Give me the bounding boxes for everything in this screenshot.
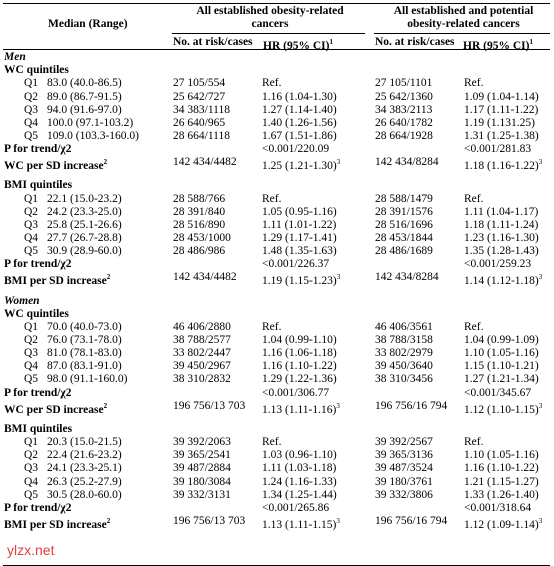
quintile-label: Q4 bbox=[24, 232, 39, 244]
per-sd-row bbox=[0, 271, 554, 288]
header-bottom-rule bbox=[3, 49, 550, 50]
subsection-header bbox=[0, 423, 554, 436]
subsection-label: BMI quintiles bbox=[4, 179, 73, 192]
hazard-ratio-2: Ref. bbox=[464, 436, 484, 448]
footnote-marker: 2 bbox=[103, 401, 108, 410]
hazard-ratio-1: 1.11 (1.03-1.18) bbox=[262, 462, 337, 475]
per-sd-label bbox=[4, 515, 110, 532]
at-risk-cases-2: 38 788/3158 bbox=[375, 334, 433, 346]
hazard-ratio-2: Ref. bbox=[464, 320, 484, 333]
median-range: 20.3 (15.0-21.5) bbox=[47, 436, 122, 448]
per-sd-label bbox=[4, 400, 107, 417]
trend-value-2: <0.001/318.64 bbox=[464, 501, 532, 514]
hazard-ratio-1: 1.40 (1.26-1.56) bbox=[262, 116, 337, 129]
quintile-label: Q3 bbox=[24, 347, 39, 360]
at-risk-cases-2: 46 406/3561 bbox=[375, 320, 433, 333]
at-risk-cases-2: 26 640/1782 bbox=[375, 116, 433, 129]
footnote-marker: 3 bbox=[538, 516, 543, 525]
subsection-label: BMI quintiles bbox=[4, 422, 73, 435]
median-range: 26.3 (25.2-27.9) bbox=[47, 475, 122, 488]
quintile-label: Q2 bbox=[24, 205, 39, 218]
at-risk-cases-2: 28 516/1696 bbox=[375, 218, 433, 231]
hazard-ratio-2: 1.10 (1.05-1.16) bbox=[464, 347, 539, 360]
table-top-rule bbox=[3, 3, 550, 4]
footnote-marker: 2 bbox=[106, 273, 111, 282]
median-range: 76.0 (73.1-78.0) bbox=[47, 334, 122, 346]
at-risk-cases-1: 28 516/890 bbox=[173, 218, 226, 231]
at-risk-cases-1: 28 453/1000 bbox=[173, 232, 231, 244]
hazard-ratio-2-wrap bbox=[464, 400, 542, 417]
median-range: 89.0 (86.7-91.5) bbox=[47, 90, 122, 103]
hazard-ratio-2: 1.31 (1.25-1.38) bbox=[464, 129, 539, 142]
quintile-row bbox=[0, 360, 554, 373]
at-risk-cases-1: 39 392/2063 bbox=[173, 436, 231, 448]
quintile-label: Q2 bbox=[24, 449, 39, 462]
header-median-range: Median (Range) bbox=[48, 18, 128, 30]
trend-value-1: <0.001/220.09 bbox=[262, 143, 330, 156]
hazard-ratio-2: 1.19 (1.131.25) bbox=[464, 116, 535, 129]
hazard-ratio-2: 1.17 (1.11-1.22) bbox=[464, 103, 539, 116]
at-risk-cases-2: 39 180/3761 bbox=[375, 475, 433, 488]
median-range: 100.0 (97.1-103.2) bbox=[47, 116, 134, 129]
at-risk-cases-2: 39 392/2567 bbox=[375, 436, 433, 448]
hazard-ratio-2: 1.12 (1.10-1.15) bbox=[464, 403, 539, 416]
hazard-ratio-1: 1.03 (0.96-1.10) bbox=[262, 449, 337, 462]
footnote-marker: 3 bbox=[336, 158, 341, 167]
median-range: 83.0 (40.0-86.5) bbox=[47, 77, 122, 90]
at-risk-cases-2: 196 756/16 794 bbox=[375, 399, 448, 412]
at-risk-cases-2: 39 450/3640 bbox=[375, 360, 433, 373]
quintile-row bbox=[0, 91, 554, 104]
at-risk-cases-2: 25 642/1360 bbox=[375, 90, 433, 103]
median-range: 22.4 (21.6-23.2) bbox=[47, 449, 122, 462]
at-risk-cases-2: 28 486/1689 bbox=[375, 245, 433, 258]
quintile-row bbox=[0, 193, 554, 206]
hazard-ratio-1-wrap bbox=[262, 271, 340, 288]
hazard-ratio-1: Ref. bbox=[262, 192, 282, 205]
quintile-row bbox=[0, 373, 554, 386]
hazard-ratio-2: 1.33 (1.26-1.40) bbox=[464, 488, 539, 501]
trend-row bbox=[0, 143, 554, 156]
hazard-ratio-2: 1.14 (1.12-1.18) bbox=[464, 275, 539, 288]
at-risk-cases-2: 196 756/16 794 bbox=[375, 514, 448, 527]
at-risk-cases-1: 46 406/2880 bbox=[173, 320, 231, 333]
quintile-row bbox=[0, 347, 554, 360]
at-risk-cases-2: 39 365/3136 bbox=[375, 449, 433, 462]
trend-row bbox=[0, 502, 554, 515]
quintile-row bbox=[0, 206, 554, 219]
median-range: 27.7 (26.7-28.8) bbox=[47, 232, 122, 244]
trend-value-2: <0.001/259.23 bbox=[464, 258, 532, 271]
quintile-label: Q4 bbox=[24, 116, 39, 129]
quintile-label: Q3 bbox=[24, 103, 39, 116]
at-risk-cases-1: 27 105/554 bbox=[173, 77, 226, 90]
hazard-ratio-1: 1.16 (1.06-1.18) bbox=[262, 347, 337, 360]
quintile-label: Q1 bbox=[24, 436, 39, 448]
median-range: 94.0 (91.6-97.0) bbox=[47, 103, 122, 116]
trend-label: P for trend/χ2 bbox=[4, 386, 72, 399]
header-group-potential: All established and potential obesity-related cancers bbox=[393, 5, 534, 30]
at-risk-cases-1: 38 310/2832 bbox=[173, 373, 231, 386]
hazard-ratio-1-wrap bbox=[262, 515, 340, 532]
hazard-ratio-1: 1.19 (1.15-1.23) bbox=[262, 275, 337, 288]
at-risk-cases-2: 28 664/1928 bbox=[375, 129, 433, 142]
quintile-label: Q1 bbox=[24, 77, 39, 90]
quintile-label: Q4 bbox=[24, 360, 39, 373]
hazard-ratio-2: Ref. bbox=[464, 192, 484, 205]
quintile-row bbox=[0, 449, 554, 462]
hazard-ratio-1: 1.34 (1.25-1.44) bbox=[262, 488, 337, 501]
quintile-label: Q4 bbox=[24, 475, 39, 488]
footnote-marker: 2 bbox=[103, 158, 108, 167]
median-range: 30.5 (28.0-60.0) bbox=[47, 488, 122, 501]
median-range: 109.0 (103.3-160.0) bbox=[47, 129, 139, 142]
hazard-ratio-2: 1.15 (1.10-1.21) bbox=[464, 360, 539, 373]
per-sd-label-text: WC per SD increase bbox=[4, 160, 104, 173]
subheader-hr-2-text: HR (95% CI) bbox=[463, 39, 530, 52]
hazard-ratio-2: 1.21 (1.15-1.27) bbox=[464, 475, 539, 488]
footnote-1-marker: 1 bbox=[529, 38, 533, 46]
hazard-ratio-1: 1.11 (1.01-1.22) bbox=[262, 218, 337, 231]
quintile-row bbox=[0, 462, 554, 475]
per-sd-label-text: BMI per SD increase bbox=[4, 275, 107, 288]
footnote-marker: 3 bbox=[538, 273, 543, 282]
footnote-marker: 3 bbox=[538, 158, 543, 167]
at-risk-cases-1: 142 434/4482 bbox=[173, 271, 237, 284]
at-risk-cases-1: 28 664/1118 bbox=[173, 129, 230, 142]
at-risk-cases-2: 39 487/3524 bbox=[375, 462, 433, 475]
subheader-hr-1-text: HR (95% CI) bbox=[263, 39, 330, 52]
median-range: 24.1 (23.3-25.1) bbox=[47, 462, 122, 475]
median-range: 22.1 (15.0-23.2) bbox=[47, 192, 122, 205]
hazard-ratio-1-wrap bbox=[262, 400, 340, 417]
at-risk-cases-1: 39 365/2541 bbox=[173, 449, 231, 462]
trend-value-1: <0.001/265.86 bbox=[262, 501, 330, 514]
footnote-marker: 2 bbox=[106, 516, 111, 525]
hazard-ratio-2: 1.18 (1.11-1.24) bbox=[464, 218, 539, 231]
at-risk-cases-1: 26 640/965 bbox=[173, 116, 226, 129]
per-sd-label-text: WC per SD increase bbox=[4, 403, 104, 416]
hazard-ratio-1: 1.27 (1.14-1.40) bbox=[262, 103, 337, 116]
per-sd-label bbox=[4, 271, 110, 288]
at-risk-cases-2: 28 588/1479 bbox=[375, 192, 433, 205]
quintile-label: Q3 bbox=[24, 462, 39, 475]
hazard-ratio-1: 1.25 (1.21-1.30) bbox=[262, 160, 337, 173]
quintile-label: Q3 bbox=[24, 218, 39, 231]
at-risk-cases-1: 28 588/766 bbox=[173, 192, 226, 205]
hazard-ratio-1: 1.13 (1.11-1.16) bbox=[262, 403, 337, 416]
section-header bbox=[0, 51, 554, 64]
hazard-ratio-1: Ref. bbox=[262, 320, 282, 333]
hazard-ratio-1: Ref. bbox=[262, 77, 282, 90]
at-risk-cases-2: 28 453/1844 bbox=[375, 232, 433, 244]
group2-rule bbox=[374, 33, 550, 34]
quintile-row bbox=[0, 104, 554, 117]
at-risk-cases-1: 34 383/1118 bbox=[173, 103, 230, 116]
quintile-label: Q1 bbox=[24, 320, 39, 333]
per-sd-row bbox=[0, 514, 554, 531]
quintile-label: Q2 bbox=[24, 90, 39, 103]
footnote-marker: 3 bbox=[336, 273, 341, 282]
median-range: 98.0 (91.1-160.0) bbox=[47, 373, 128, 386]
footnote-marker: 3 bbox=[336, 516, 340, 525]
hazard-ratio-2: 1.16 (1.10-1.22) bbox=[464, 462, 539, 475]
watermark: ylzx.net bbox=[7, 542, 55, 558]
at-risk-cases-1: 38 788/2577 bbox=[173, 334, 231, 346]
median-range: 24.2 (23.3-25.0) bbox=[47, 205, 122, 218]
per-sd-row bbox=[0, 399, 554, 416]
quintile-row bbox=[0, 489, 554, 502]
at-risk-cases-1: 39 450/2967 bbox=[173, 360, 231, 373]
hazard-ratio-1: 1.13 (1.11-1.15) bbox=[262, 518, 337, 531]
per-sd-label-text: BMI per SD increase bbox=[4, 518, 107, 531]
quintile-row bbox=[0, 232, 554, 245]
at-risk-cases-2: 39 332/3806 bbox=[375, 488, 433, 501]
hazard-ratio-2-wrap bbox=[464, 271, 542, 288]
subsection-label: WC quintiles bbox=[4, 307, 69, 320]
quintile-label: Q2 bbox=[24, 334, 39, 346]
quintile-row bbox=[0, 77, 554, 90]
at-risk-cases-1: 142 434/4482 bbox=[173, 156, 237, 169]
hazard-ratio-1: 1.24 (1.16-1.33) bbox=[262, 475, 337, 488]
hazard-ratio-2: 1.27 (1.21-1.34) bbox=[464, 373, 539, 386]
quintile-label: Q5 bbox=[24, 488, 39, 501]
section-header bbox=[0, 295, 554, 308]
hazard-ratio-2: 1.23 (1.16-1.30) bbox=[464, 232, 539, 244]
hazard-ratio-1-wrap bbox=[262, 156, 340, 173]
at-risk-cases-1: 28 391/840 bbox=[173, 205, 226, 218]
at-risk-cases-2: 38 310/3456 bbox=[375, 373, 433, 386]
at-risk-cases-1: 39 332/3131 bbox=[173, 488, 231, 501]
quintile-label: Q5 bbox=[24, 373, 39, 386]
at-risk-cases-2: 33 802/2979 bbox=[375, 347, 433, 360]
trend-value-1: <0.001/226.37 bbox=[262, 258, 330, 271]
at-risk-cases-2: 142 434/8284 bbox=[375, 271, 439, 284]
quintile-label: Q1 bbox=[24, 192, 39, 205]
hazard-ratio-1: 1.48 (1.35-1.63) bbox=[262, 245, 337, 258]
hazard-ratio-2-wrap bbox=[464, 515, 542, 532]
trend-value-2: <0.001/281.83 bbox=[464, 143, 532, 156]
footnote-marker: 3 bbox=[538, 401, 543, 410]
subsection-label: WC quintiles bbox=[4, 64, 69, 77]
at-risk-cases-1: 196 756/13 703 bbox=[173, 514, 246, 527]
hazard-ratio-2: 1.10 (1.05-1.16) bbox=[464, 449, 539, 462]
median-range: 81.0 (78.1-83.0) bbox=[47, 347, 122, 360]
trend-row bbox=[0, 258, 554, 271]
quintile-row bbox=[0, 130, 554, 143]
hazard-ratio-2: 1.35 (1.28-1.43) bbox=[464, 245, 539, 258]
subsection-header bbox=[0, 308, 554, 321]
per-sd-row bbox=[0, 156, 554, 173]
trend-value-2: <0.001/345.67 bbox=[464, 386, 532, 399]
hazard-ratio-2: 1.11 (1.04-1.17) bbox=[464, 205, 539, 218]
median-range: 70.0 (40.0-73.0) bbox=[47, 320, 122, 333]
at-risk-cases-1: 33 802/2447 bbox=[173, 347, 231, 360]
at-risk-cases-1: 196 756/13 703 bbox=[173, 399, 246, 412]
hazard-ratio-2: 1.09 (1.04-1.14) bbox=[464, 90, 539, 103]
at-risk-cases-1: 39 180/3084 bbox=[173, 475, 231, 488]
hazard-ratio-1: 1.29 (1.22-1.36) bbox=[262, 373, 337, 386]
section-label: Men bbox=[4, 51, 26, 63]
median-range: 30.9 (28.9-60.0) bbox=[47, 245, 122, 258]
hazard-ratio-1: 1.16 (1.10-1.22) bbox=[262, 360, 337, 373]
quintile-row bbox=[0, 117, 554, 130]
trend-row bbox=[0, 387, 554, 400]
group1-rule bbox=[172, 33, 365, 34]
median-range: 87.0 (83.1-91.0) bbox=[47, 360, 122, 373]
quintile-row bbox=[0, 476, 554, 489]
subsection-header bbox=[0, 179, 554, 192]
at-risk-cases-2: 28 391/1576 bbox=[375, 205, 433, 218]
at-risk-cases-1: 28 486/986 bbox=[173, 245, 226, 258]
quintile-label: Q5 bbox=[24, 245, 39, 258]
subheader-cases-2: No. at risk/cases bbox=[375, 36, 455, 48]
at-risk-cases-2: 27 105/1101 bbox=[375, 77, 433, 90]
trend-label: P for trend/χ2 bbox=[4, 501, 72, 514]
quintile-row bbox=[0, 436, 554, 449]
hazard-ratio-2: Ref. bbox=[464, 77, 484, 90]
subsection-header bbox=[0, 64, 554, 77]
hazard-ratio-2-wrap bbox=[464, 156, 542, 173]
quintile-row bbox=[0, 245, 554, 258]
quintile-row bbox=[0, 334, 554, 347]
hazard-ratio-1: Ref. bbox=[262, 436, 282, 448]
section-label: Women bbox=[4, 294, 40, 307]
trend-label: P for trend/χ2 bbox=[4, 143, 72, 156]
hazard-ratio-1: 1.67 (1.51-1.86) bbox=[262, 129, 337, 142]
at-risk-cases-1: 25 642/727 bbox=[173, 90, 226, 103]
median-range: 25.8 (25.1-26.6) bbox=[47, 218, 122, 231]
hazard-ratio-2: 1.12 (1.09-1.14) bbox=[464, 518, 539, 531]
hazard-ratio-1: 1.29 (1.17-1.41) bbox=[262, 232, 337, 244]
trend-value-1: <0.001/306.77 bbox=[262, 386, 330, 399]
header-group-established: All established obesity-related cancers bbox=[196, 5, 344, 30]
trend-label: P for trend/χ2 bbox=[4, 258, 72, 271]
footnote-1-marker: 1 bbox=[329, 38, 333, 46]
hazard-ratio-1: 1.04 (0.99-1.10) bbox=[262, 334, 337, 346]
per-sd-label bbox=[4, 156, 107, 173]
hazard-ratio-2: 1.18 (1.16-1.22) bbox=[464, 160, 539, 173]
hazard-ratio-1: 1.05 (0.95-1.16) bbox=[262, 205, 337, 218]
hazard-ratio-1: 1.16 (1.04-1.30) bbox=[262, 90, 337, 103]
subheader-cases-1: No. at risk/cases bbox=[173, 36, 253, 48]
quintile-row bbox=[0, 321, 554, 334]
at-risk-cases-2: 34 383/2113 bbox=[375, 103, 433, 116]
quintile-row bbox=[0, 219, 554, 232]
quintile-label: Q5 bbox=[24, 129, 39, 142]
hazard-ratio-2: 1.04 (0.99-1.09) bbox=[464, 334, 539, 346]
at-risk-cases-2: 142 434/8284 bbox=[375, 156, 439, 169]
footnote-marker: 3 bbox=[336, 401, 340, 410]
at-risk-cases-1: 39 487/2884 bbox=[173, 462, 231, 475]
